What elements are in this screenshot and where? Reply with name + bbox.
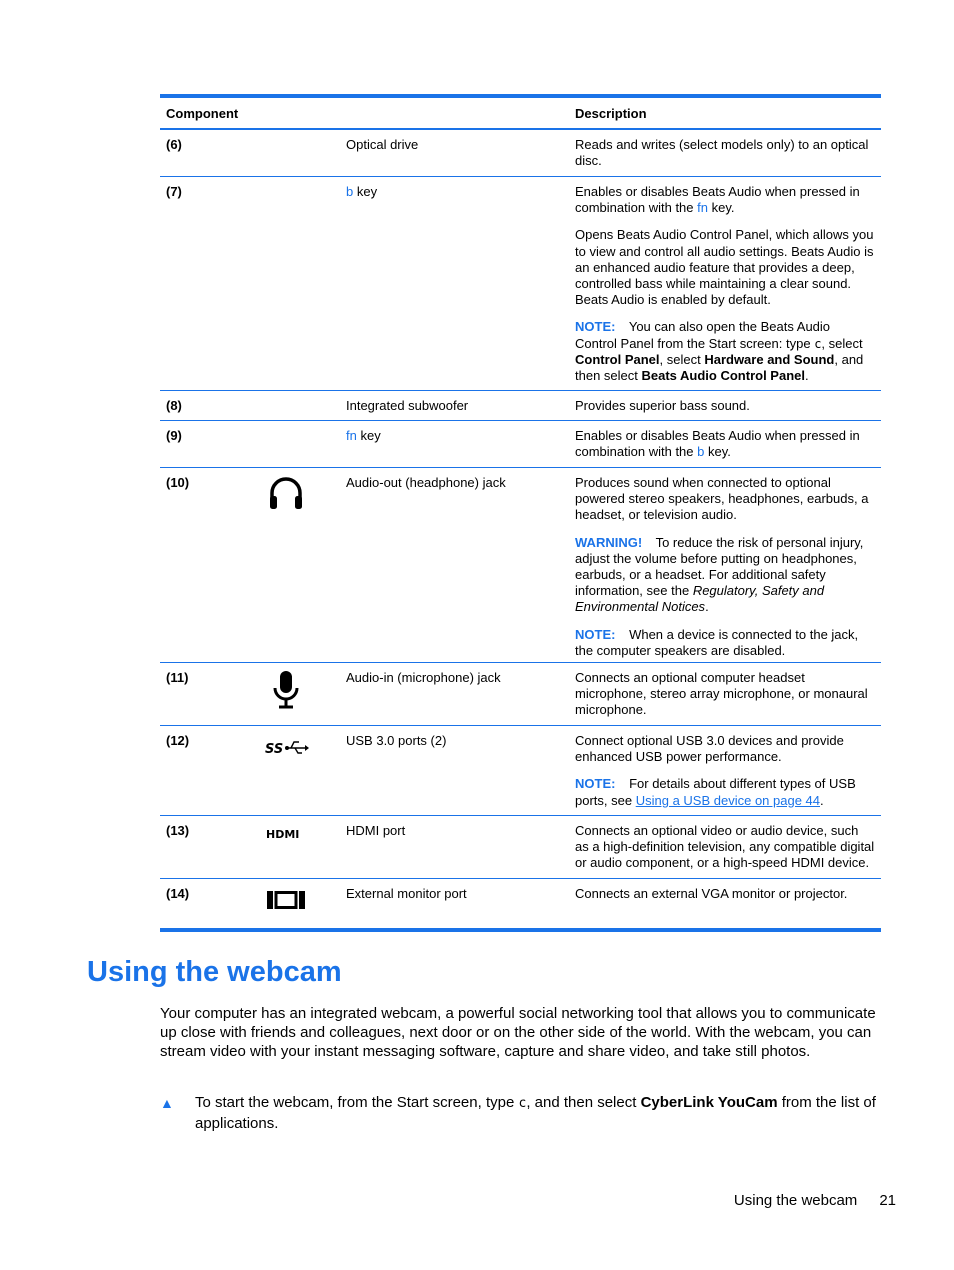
table-row xyxy=(160,726,881,816)
component-description: Reads and writes (select models only) to an optical disc. xyxy=(575,137,869,169)
row-number: (7) xyxy=(166,184,182,199)
component-name: Integrated subwoofer xyxy=(346,398,469,413)
usb-superspeed-icon xyxy=(246,726,340,815)
component-name: Optical drive xyxy=(346,137,419,152)
table-row xyxy=(160,468,881,663)
warning: WARNING! To reduce the risk of personal injury, adjust the volume before putting on headphones, earbuds, or a headset. For additional safety information, see the Regulatory, Safety and Environmental Notices. xyxy=(575,534,864,615)
component-name: Audio-in (microphone) jack xyxy=(346,670,501,685)
note: NOTE: For details about different types of USB ports, see Using a USB device on page 44. xyxy=(575,776,856,808)
key-name: fn xyxy=(346,428,357,443)
component-name: USB 3.0 ports (2) xyxy=(346,733,447,748)
table-header xyxy=(160,98,881,130)
usb-device-link[interactable]: Using a USB device on page 44 xyxy=(635,792,821,808)
component-name: HDMI port xyxy=(346,823,406,838)
note-label: NOTE: xyxy=(575,776,616,792)
component-name: fn key xyxy=(346,428,381,443)
headphone-icon xyxy=(246,468,340,662)
component-name: External monitor port xyxy=(346,886,467,901)
external-monitor-icon xyxy=(246,879,340,928)
table-row xyxy=(160,421,881,468)
svg-text:HDMI: HDMI xyxy=(266,828,300,841)
row-number: (12) xyxy=(166,733,190,748)
header-description: Description xyxy=(575,105,647,121)
bullet-triangle-icon: ▲ xyxy=(160,1095,174,1111)
component-name: b key xyxy=(346,184,378,199)
instruction-text: To start the webcam, from the Start screen, type c, and then select CyberLink YouCam from the list of applications. xyxy=(195,1094,876,1132)
table-row xyxy=(160,130,881,177)
svg-text:SS: SS xyxy=(265,742,284,757)
note: NOTE: When a device is connected to the jack, the computer speakers are disabled. xyxy=(575,626,859,658)
note-label: NOTE: xyxy=(575,319,616,335)
warning-label: WARNING! xyxy=(575,534,643,550)
row-number: (13) xyxy=(166,823,190,838)
component-description: Enables or disables Beats Audio when pressed in combination with the b key. xyxy=(575,428,860,460)
section-title: Using the webcam xyxy=(87,956,342,988)
row-number: (8) xyxy=(166,398,182,413)
page-number: 21 xyxy=(879,1192,896,1209)
page-footer xyxy=(734,1192,896,1209)
table-row xyxy=(160,663,881,726)
table-row xyxy=(160,879,881,928)
row-number: (11) xyxy=(166,670,189,685)
note: NOTE: You can also open the Beats Audio Control Panel from the Start screen: type c, select Control Panel, select Hardware and Sound, and then select Beats Audio Control Panel. xyxy=(575,319,864,384)
component-description: Provides superior bass sound. xyxy=(575,398,750,413)
component-description: Connect optional USB 3.0 devices and provide enhanced USB power performance. NOTE: For details about different types of USB ports, see Using a USB device on page 44. xyxy=(569,726,881,815)
component-description: Enables or disables Beats Audio when pressed in combination with the fn key. Opens Beats Audio Control Panel, which allows you to view and control all audio settings. Beats Audio is an enhanced audio feature that provides a deep, controlled bass while maintaining a clear sound. Beats Audio is enabled by default. NOTE: You can also open the Beats Audio Control Panel from the Start screen: type c, select Control Panel, select Hardware and Sound, and then select Beats Audio Control Panel. xyxy=(575,184,874,384)
webcam-instruction xyxy=(160,1093,876,1134)
key-name: b xyxy=(346,184,354,199)
row-number: (6) xyxy=(166,137,182,152)
components-table xyxy=(160,94,881,932)
header-component: Component xyxy=(166,105,239,121)
microphone-icon xyxy=(246,663,340,725)
note-label: NOTE: xyxy=(575,626,616,642)
component-description: Connects an optional video or audio device, such as a high-definition television, any compatible digital or audio component, or a high-speed HDMI device. xyxy=(575,823,875,871)
row-number: (14) xyxy=(166,886,190,901)
section-intro: Your computer has an integrated webcam, a powerful social networking tool that allows you to communicate up close with friends and colleagues, next door or on the other side of the world. With the webcam, you can stream video with your instant messaging software, capture and share video, and take still photos. xyxy=(160,1005,876,1060)
component-name: Audio-out (headphone) jack xyxy=(346,475,506,490)
component-description: Connects an external VGA monitor or projector. xyxy=(575,886,848,901)
row-number: (9) xyxy=(166,428,182,443)
component-description: Produces sound when connected to optional powered stereo speakers, headphones, earbuds, a headset, or television audio. WARNING! To reduce the risk of personal injury, adjust the volume before putting on headphones, earbuds, or a headset. For additional safety information, see the Regulatory, Safety and Environmental Notices. NOTE: When a device is connected to the jack, the computer speakers are disabled. xyxy=(569,468,881,662)
row-number: (10) xyxy=(166,475,190,490)
hdmi-icon xyxy=(246,816,340,878)
footer-section-label: Using the webcam xyxy=(733,1192,858,1209)
table-row xyxy=(160,177,881,391)
table-row xyxy=(160,391,881,421)
table-row xyxy=(160,816,881,879)
component-description: Connects an optional computer headset microphone, stereo array microphone, or monaural microphone. xyxy=(575,670,868,718)
